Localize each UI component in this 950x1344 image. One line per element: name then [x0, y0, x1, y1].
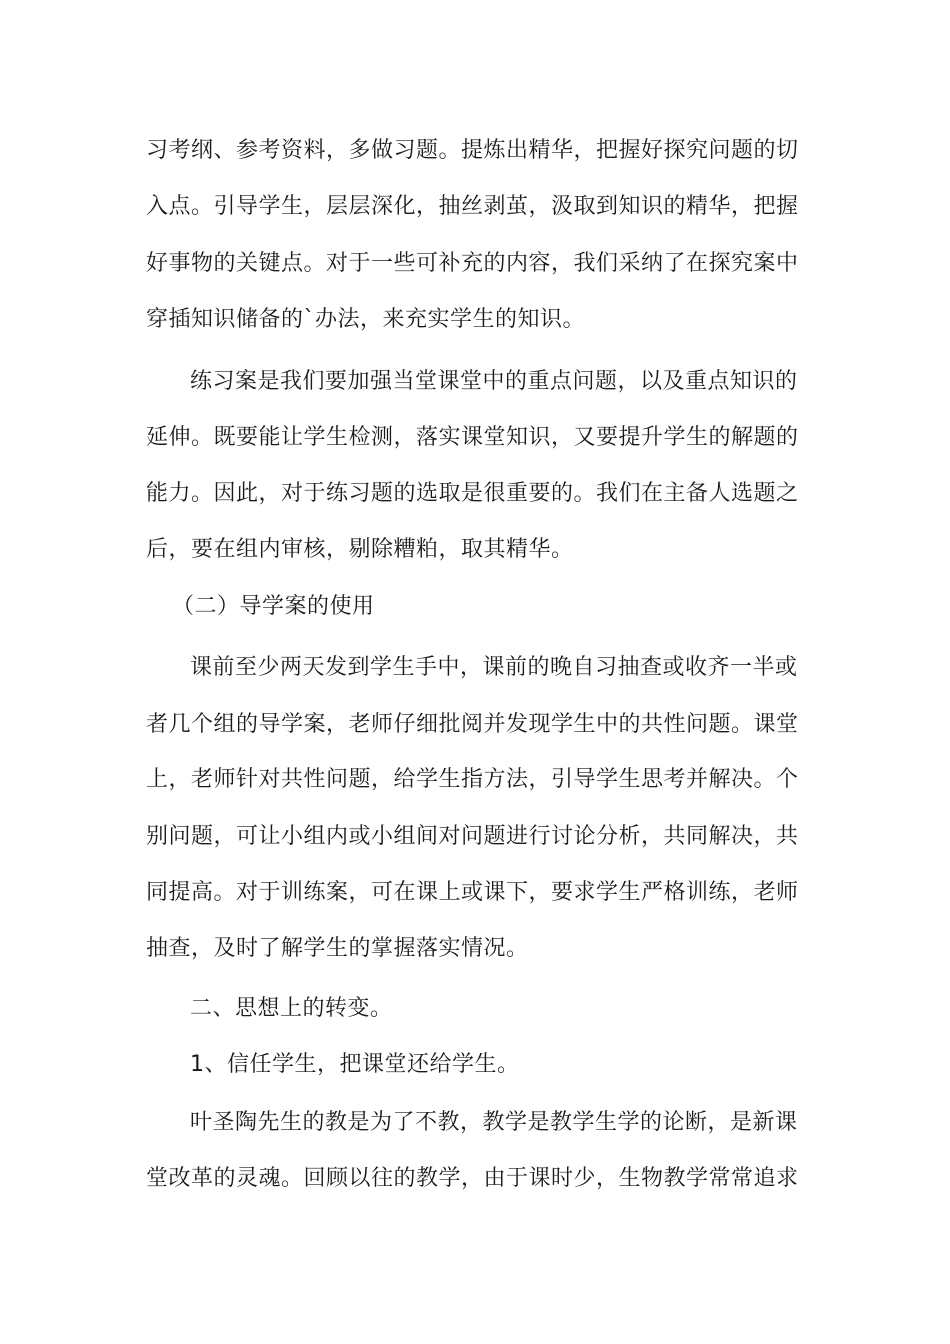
- text-line: 堂改革的灵魂。回顾以往的教学，由于课时少，生物教学常常追求: [146, 1166, 799, 1191]
- paragraph-first-line: 叶圣陶先生的教是为了不教，教学是教学生学的论断，是新课: [190, 1110, 798, 1135]
- paragraph-first-line: 课前至少两天发到学生手中，课前的晚自习抽查或收齐一半或: [190, 655, 798, 680]
- text-line: 能力。因此，对于练习题的选取是很重要的。我们在主备人选题之: [146, 481, 799, 506]
- text-line: 延伸。既要能让学生检测，落实课堂知识，又要提升学生的解题的: [146, 425, 799, 450]
- section-heading: （二）导学案的使用: [172, 594, 375, 619]
- text-line: 同提高。对于训练案，可在课上或课下，要求学生严格训练，老师: [146, 880, 799, 905]
- text-line: 者几个组的导学案，老师仔细批阅并发现学生中的共性问题。课堂: [146, 712, 799, 737]
- text-line: 入点。引导学生，层层深化，抽丝剥茧，汲取到知识的精华，把握: [146, 194, 799, 219]
- text-line: 后，要在组内审核，剔除糟粕，取其精华。: [146, 537, 574, 562]
- text-line: 抽查，及时了解学生的掌握落实情况。: [146, 936, 529, 961]
- section-heading: 二、思想上的转变。: [190, 996, 393, 1021]
- text-line: 上，老师针对共性问题，给学生指方法，引导学生思考并解决。个: [146, 767, 799, 792]
- paragraph-first-line: 练习案是我们要加强当堂课堂中的重点问题，以及重点知识的: [190, 369, 798, 394]
- subsection-heading: 1、信任学生，把课堂还给学生。: [190, 1052, 520, 1077]
- text-line: 习考纲、参考资料，多做习题。提炼出精华，把握好探究问题的切: [146, 138, 799, 163]
- text-line: 穿插知识储备的`办法，来充实学生的知识。: [146, 307, 586, 332]
- text-line: 别问题，可让小组内或小组间对问题进行讨论分析，共同解决，共: [146, 824, 799, 849]
- text-line: 好事物的关键点。对于一些可补充的内容，我们采纳了在探究案中: [146, 251, 799, 276]
